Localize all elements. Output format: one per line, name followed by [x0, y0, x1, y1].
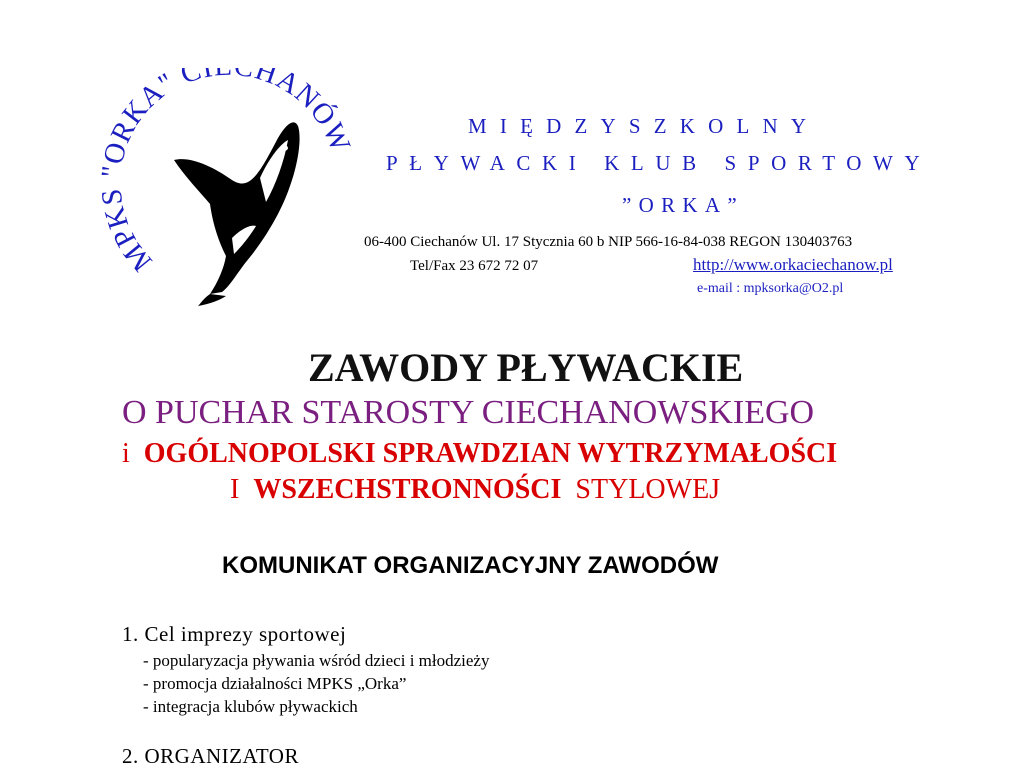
orca-icon [174, 122, 300, 306]
address-line: 06-400 Ciechanów Ul. 17 Stycznia 60 b NIP 566-16-84-038 REGON 130403763 [364, 234, 853, 250]
org-name-line2: PŁYWACKI KLUB SPORTOWY [386, 151, 932, 175]
club-logo [100, 68, 360, 308]
komunikat-heading: KOMUNIKAT ORGANIZACYJNY ZAWODÓW [222, 552, 719, 579]
line4-bold: WSZECHSTRONNOŚCI [253, 474, 562, 505]
list-item: - promocja działalności MPKS „Orka” [143, 674, 407, 693]
list-item: - integracja klubów pływackich [143, 697, 358, 716]
event-subtitle: O PUCHAR STAROSTY CIECHANOWSKIEGO [122, 394, 815, 431]
section-1-title: 1. Cel imprezy sportowej [122, 622, 347, 646]
line3-prefix: i [122, 438, 130, 469]
email-line: e-mail : mpksorka@O2.pl [697, 281, 844, 296]
org-name-line3: ”ORKA” [622, 193, 744, 217]
list-item: - popularyzacja pływania wśród dzieci i młodzieży [143, 651, 490, 670]
line3-bold: OGÓLNOPOLSKI SPRAWDZIAN WYTRZYMAŁOŚCI [143, 438, 838, 469]
event-title: ZAWODY PŁYWACKIE [308, 345, 744, 390]
section-2-title: 2. ORGANIZATOR [122, 744, 299, 768]
event-subtitle-line3 [122, 438, 837, 470]
section-1-list [143, 649, 489, 718]
org-name-line1: MIĘDZYSZKOLNY [468, 114, 820, 138]
line4-suffix: STYLOWEJ [575, 474, 721, 505]
website-link[interactable]: http://www.orkaciechanow.pl [693, 255, 893, 274]
logo-ring-text: MPK ORKA" C HANÓW [100, 68, 357, 278]
line4-prefix: I [230, 474, 240, 505]
orca-logo-emblem [100, 68, 360, 308]
telfax-line: Tel/Fax 23 672 72 07 [410, 258, 539, 274]
event-subtitle-line4 [230, 474, 720, 506]
